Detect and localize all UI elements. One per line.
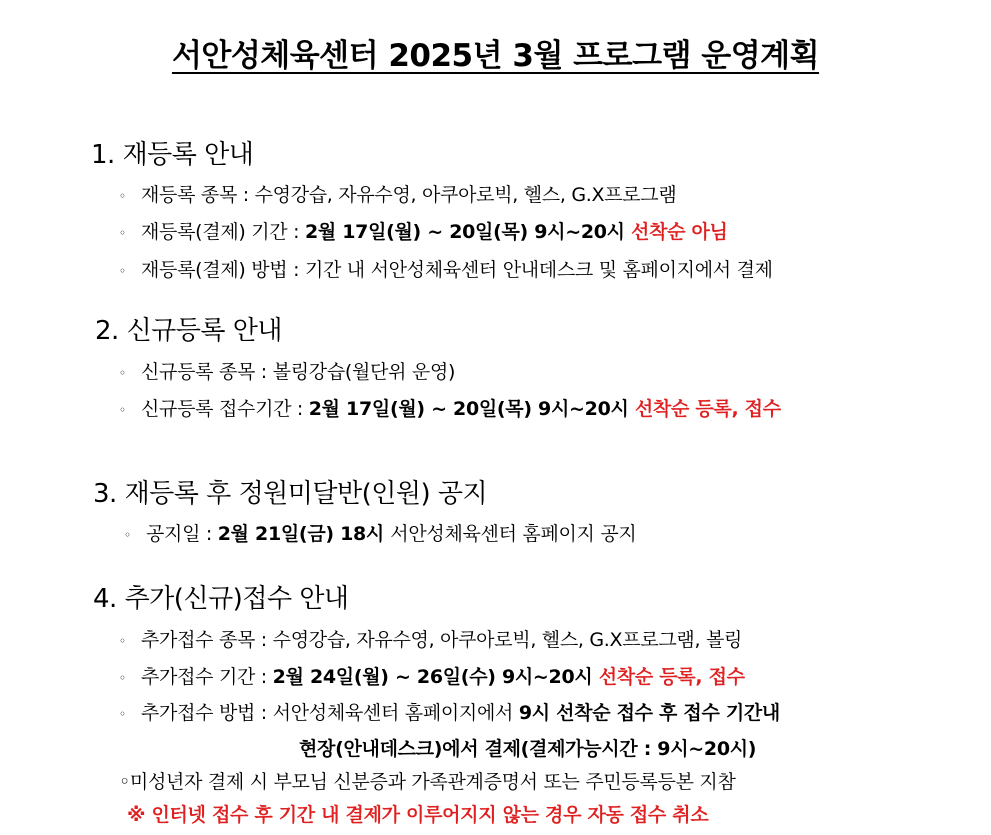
bullet-icon: ◦	[124, 527, 131, 542]
section-1-item-2	[119, 217, 728, 244]
section-3-heading: 3. 재등록 후 정원미달반(인원) 공지	[93, 479, 488, 509]
section-2-item-1	[119, 357, 455, 384]
item-value: 볼링강습(월단위 운영)	[272, 361, 456, 383]
item-value: 서안성체육센터 홈페이지에서	[272, 702, 519, 724]
item-label: 신규등록 종목 :	[141, 361, 273, 383]
section-2-heading: 2. 신규등록 안내	[95, 316, 283, 346]
item-label: 재등록 종목 :	[141, 184, 255, 206]
section-1-heading: 1. 재등록 안내	[91, 140, 254, 170]
bullet-icon: ◦	[119, 188, 126, 203]
section-3-item-1	[124, 519, 636, 546]
item-strong: 2월 21일(금) 18시	[217, 523, 391, 545]
bullet-icon: ◦	[119, 706, 126, 721]
bullet-icon: ◦	[119, 402, 126, 417]
item-value: 수영강습, 자유수영, 아쿠아로빅, 헬스, G.X프로그램, 볼링	[272, 629, 743, 651]
page-title	[0, 30, 991, 75]
section-2-item-2	[119, 394, 781, 421]
item-highlight: 선착순 등록, 접수	[598, 666, 745, 688]
bullet-icon: ◦	[119, 633, 126, 648]
section-1-item-3	[119, 255, 773, 282]
item-highlight: 선착순 아님	[631, 221, 728, 243]
item-label: 추가접수 종목 :	[141, 629, 273, 651]
item-label: 추가접수 기간 :	[141, 666, 273, 688]
section-4-item-2	[119, 662, 745, 689]
section-4-heading: 4. 추가(신규)접수 안내	[93, 584, 349, 614]
section-4-item-1	[119, 625, 742, 652]
item-strong: 2월 17일(월) ~ 20일(목) 9시~20시	[308, 398, 635, 420]
item-label: 공지일 :	[146, 523, 218, 545]
minor-note: ◦미성년자 결제 시 부모님 신분증과 가족관계증명서 또는 주민등록등본 지참	[119, 771, 736, 793]
bullet-icon: ◦	[119, 263, 126, 278]
item-label: 추가접수 방법 :	[141, 702, 273, 724]
item-strong: 2월 24일(월) ~ 26일(수) 9시~20시	[272, 666, 599, 688]
item-label: 재등록(결제) 기간 :	[141, 221, 305, 243]
item-strong: 9시 선착순 접수 후 접수 기간내	[518, 702, 780, 724]
item-value: 기간 내 서안성체육센터 안내데스크 및 홈페이지에서 결제	[304, 259, 773, 281]
item-highlight: 선착순 등록, 접수	[634, 398, 781, 420]
section-1-item-1	[119, 180, 676, 207]
section-4-item-3-continuation: 현장(안내데스크)에서 결제(결제가능시간 : 9시~20시)	[299, 738, 757, 760]
item-label: 신규등록 접수기간 :	[141, 398, 309, 420]
bullet-icon: ◦	[119, 365, 126, 380]
item-label: 재등록(결제) 방법 :	[141, 259, 305, 281]
bullet-icon: ◦	[119, 670, 126, 685]
warning-note: ※ 인터넷 접수 후 기간 내 결제가 이루어지지 않는 경우 자동 접수 취소	[127, 804, 709, 826]
page-title-text: 서안성체육센터 2025년 3월 프로그램 운영계획	[171, 38, 820, 74]
item-value: 서안성체육센터 홈페이지 공지	[390, 523, 637, 545]
item-strong: 2월 17일(월) ~ 20일(목) 9시~20시	[304, 221, 632, 243]
bullet-icon: ◦	[119, 225, 126, 240]
item-value: 수영강습, 자유수영, 아쿠아로빅, 헬스, G.X프로그램	[254, 184, 677, 206]
section-4-item-3	[119, 698, 780, 725]
